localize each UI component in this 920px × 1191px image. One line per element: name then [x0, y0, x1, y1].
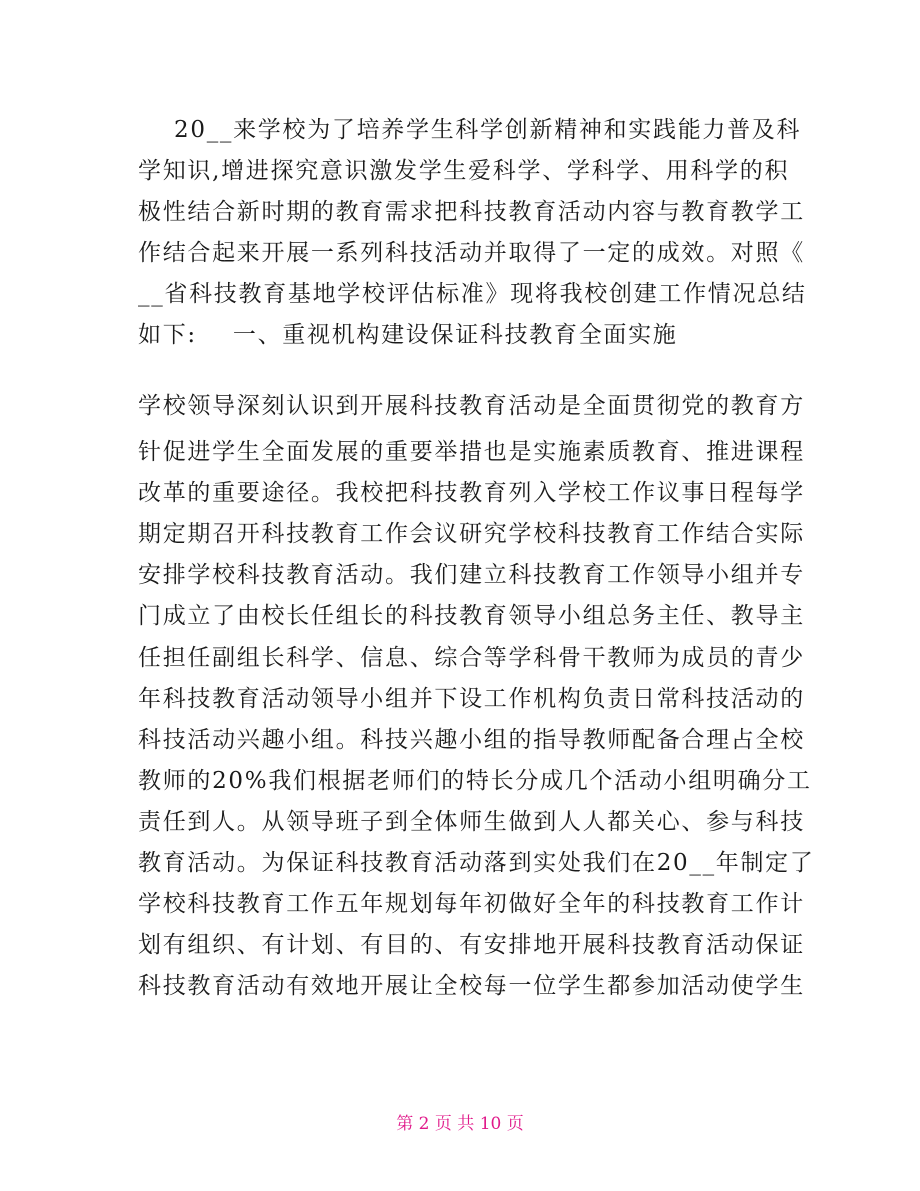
paragraph-line: 划有组织、有计划、有目的、有安排地开展科技教育活动保证 — [138, 932, 805, 958]
page-number-footer: 第 2 页 共 10 页 — [396, 1114, 524, 1134]
paragraph-line: 任担任副组长科学、信息、综合等学科骨干教师为成员的青少 — [138, 645, 805, 671]
paragraph-line: 学知识,增进探究意识激发学生爱科学、学科学、用科学的积 — [138, 158, 790, 184]
paragraph-line: __省科技教育基地学校评估标准》现将我校创建工作情况总结 — [138, 281, 807, 307]
paragraph-line: 教师的20%我们根据老师们的特长分成几个活动小组明确分工 — [138, 768, 812, 794]
paragraph-line: 安排学校科技教育活动。我们建立科技教育工作领导小组并专 — [138, 562, 805, 588]
paragraph-line: 科技活动兴趣小组。科技兴趣小组的指导教师配备合理占全校 — [138, 727, 805, 753]
paragraph-line: 门成立了由校长任组长的科技教育领导小组总务主任、教导主 — [138, 603, 805, 629]
paragraph-line: 20__来学校为了培养学生科学创新精神和实践能力普及科 — [138, 117, 802, 143]
paragraph-line: 学校科技教育工作五年规划每年初做好全年的科技教育工作计 — [138, 891, 805, 917]
paragraph-line: 教育活动。为保证科技教育活动落到实处我们在20__年制定了 — [138, 850, 815, 876]
paragraph-line: 改革的重要途径。我校把科技教育列入学校工作议事日程每学 — [138, 480, 805, 506]
paragraph-line: 针促进学生全面发展的重要举措也是实施素质教育、推进课程 — [138, 439, 805, 465]
paragraph-line: 学校领导深刻认识到开展科技教育活动是全面贯彻党的教育方 — [138, 393, 805, 419]
heading-line: 如下: 一、重视机构建设保证科技教育全面实施 — [138, 322, 678, 348]
paragraph-line: 年科技教育活动领导小组并下设工作机构负责日常科技活动的 — [138, 686, 805, 712]
paragraph-line: 极性结合新时期的教育需求把科技教育活动内容与教育教学工 — [138, 199, 805, 225]
paragraph-line: 期定期召开科技教育工作会议研究学校科技教育工作结合实际 — [138, 521, 805, 547]
paragraph-line: 作结合起来开展一系列科技活动并取得了一定的成效。对照《 — [138, 240, 805, 266]
paragraph-line: 科技教育活动有效地开展让全校每一位学生都参加活动使学生 — [138, 973, 805, 999]
paragraph-line: 责任到人。从领导班子到全体师生做到人人都关心、参与科技 — [138, 809, 805, 835]
